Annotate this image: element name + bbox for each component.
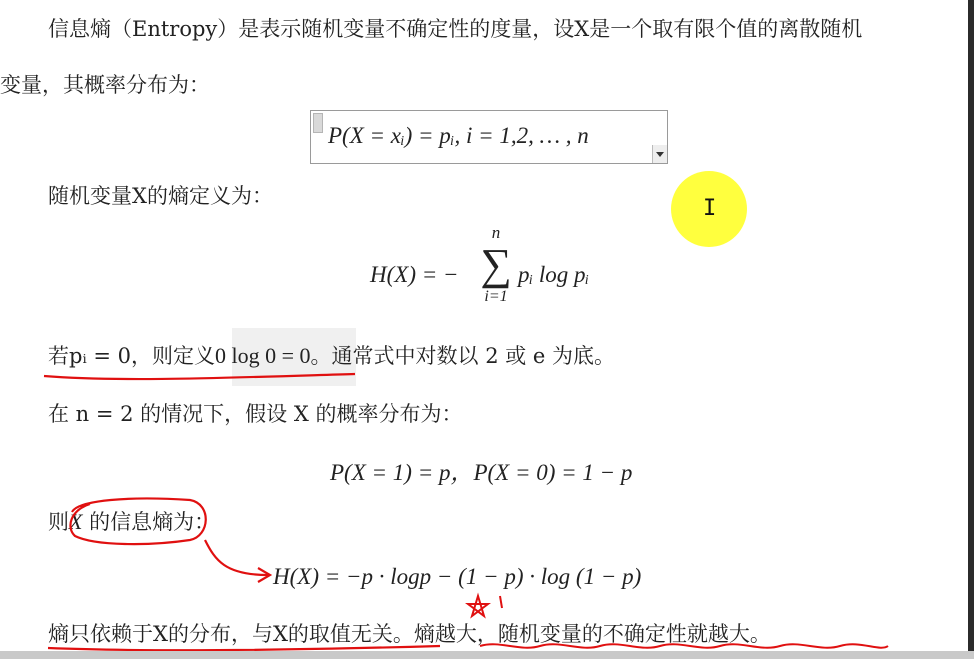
log-base-text: 。通常式中对数以 2 或 e 为底。 (310, 344, 616, 368)
summation-upper-limit: n (491, 223, 501, 242)
bottom-status-strip (0, 651, 974, 659)
binary-entropy-equation: H(X) = −p · logp − (1 − p) · log (1 − p) (273, 564, 642, 589)
probability-distribution-equation[interactable]: P(X = xᵢ) = pᵢ, i = 1,2, … , n (328, 123, 589, 148)
paragraph-entropy-definition: 随机变量X的熵定义为： (48, 184, 273, 208)
paragraph-entropy-properties: 熵只依赖于X的分布，与X的取值无关。熵越大，随机变量的不确定性就越大。 (48, 622, 771, 646)
arrow-to-equation (205, 540, 268, 575)
info-entropy-text: 的信息熵为： (82, 510, 216, 534)
paragraph-1-line-2: 变量，其概率分布为： (0, 73, 210, 97)
zero-case-text: 若pᵢ = 0，则定义 (48, 344, 215, 368)
entropy-formula-right: pᵢ log pᵢ (518, 262, 590, 287)
summation-symbol: ∑ (480, 240, 512, 289)
wavy-underline-uncertainty (480, 644, 888, 647)
star-mark (468, 596, 488, 616)
zero-log-zero-expression: 0 log 0 = 0 (214, 343, 311, 368)
summation-lower-limit: i=1 (484, 288, 508, 305)
underline-entropy-depends (48, 646, 440, 650)
paragraph-1-line-1: 信息熵（Entropy）是表示随机变量不确定性的度量，设X是一个取有限个值的离散随机 (48, 17, 863, 41)
paragraph-binary-case: 在 n = 2 的情况下，假设 X 的概率分布为： (48, 402, 463, 426)
underline-zero-convention (44, 374, 355, 379)
text-cursor-icon: I (703, 196, 717, 221)
then-text: 则 (48, 510, 69, 534)
window-edge (968, 0, 974, 659)
binary-distribution-equation: P(X = 1) = p，P(X = 0) = 1 − p (330, 460, 633, 485)
variable-x: X (69, 509, 83, 534)
circle-x-info-entropy (70, 499, 205, 545)
entropy-formula-left: H(X) = − (370, 262, 459, 287)
tick-mark (500, 596, 502, 608)
